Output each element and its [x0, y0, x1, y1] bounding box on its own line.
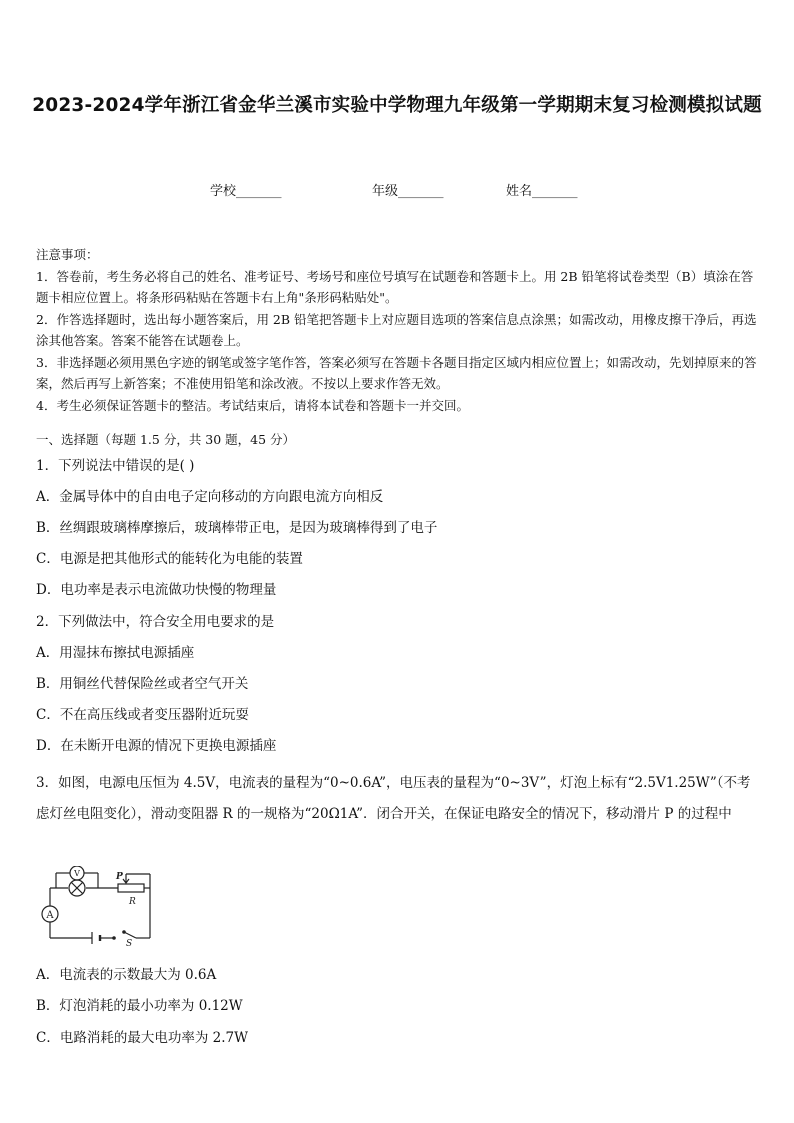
section-heading: 一、选择题（每题 1.5 分，共 30 题，45 分） [36, 432, 296, 447]
q2-option-c: C．不在高压线或者变压器附近玩耍 [36, 707, 249, 723]
notes-item-3: 3．非选择题必须用黑色字迹的钢笔或签字笔作答，答案必须写在答题卡各题目指定区域内相应位置上；如需改动，先划掉原来的答案，然后再写上新答案；不准使用铅笔和涂改液。不按以上要求作答无效。 [36, 354, 757, 391]
notes-item-2: 2．作答选择题时，选出每小题答案后，用 2B 铅笔把答题卡上对应题目选项的答案信息点涂黑；如需改动，用橡皮擦干净后，再选涂其他答案。答案不能答在试题卷上。 [36, 311, 757, 348]
circuit-diagram [36, 866, 160, 950]
q2-option-a: A．用湿抹布擦拭电源插座 [36, 645, 195, 661]
q2-option-d: D．在未断开电源的情况下更换电源插座 [36, 738, 277, 754]
q3-option-c: C．电路消耗的最大电功率为 2.7W [36, 1030, 248, 1046]
q1-option-d: D．电功率是表示电流做功快慢的物理量 [36, 582, 277, 598]
ammeter-label: A [46, 910, 54, 921]
grade-field: 年级_______ [372, 184, 444, 199]
q3-option-b: B．灯泡消耗的最小功率为 0.12W [36, 998, 243, 1014]
notes-item-1: 1．答卷前，考生务必将自己的姓名、准考证号、考场号和座位号填写在试题卷和答题卡上。用 2B 铅笔将试卷类型（B）填涂在答题卡相应位置上。将条形码粘贴在答题卡右上角"条形码粘贴处"。 [36, 268, 754, 305]
student-info [0, 180, 794, 200]
voltmeter-label: V [74, 869, 80, 878]
name-field: 姓名_______ [506, 184, 578, 199]
q1-stem: 1．下列说法中错误的是( ) [36, 458, 195, 474]
q1-option-a: A．金属导体中的自由电子定向移动的方向跟电流方向相反 [36, 489, 384, 505]
rheostat-label: R [129, 897, 136, 907]
q2-option-b: B．用铜丝代替保险丝或者空气开关 [36, 676, 249, 692]
q3-option-a: A．电流表的示数最大为 0.6A [36, 967, 217, 983]
q1-option-b: B．丝绸跟玻璃棒摩擦后，玻璃棒带正电，是因为玻璃棒得到了电子 [36, 520, 438, 536]
q3-stem: 3．如图，电源电压恒为 4.5V，电流表的量程为“0~0.6A”，电压表的量程为“0~3V”，灯泡上标有“2.5V1.25W”（不考虑灯丝电阻变化），滑动变阻器 R 的一规格为“20Ω1A”．闭合开关，在保证电路安全的情况下，移动滑片 P 的过程中 [36, 775, 751, 822]
notes-block [36, 244, 758, 416]
q1-option-c: C．电源是把其他形式的能转化为电能的装置 [36, 551, 303, 567]
page-title: 2023-2024学年浙江省金华兰溪市实验中学物理九年级第一学期期末复习检测模拟试题 [32, 95, 762, 116]
switch-label: S [126, 939, 133, 949]
notes-item-4: 4．考生必须保证答题卡的整洁。考试结束后，请将本试卷和答题卡一并交回。 [36, 397, 469, 413]
school-field: 学校_______ [210, 184, 282, 199]
q2-stem: 2．下列做法中，符合安全用电要求的是 [36, 614, 275, 630]
slider-label: P [116, 872, 123, 882]
notes-heading: 注意事项： [36, 247, 99, 262]
